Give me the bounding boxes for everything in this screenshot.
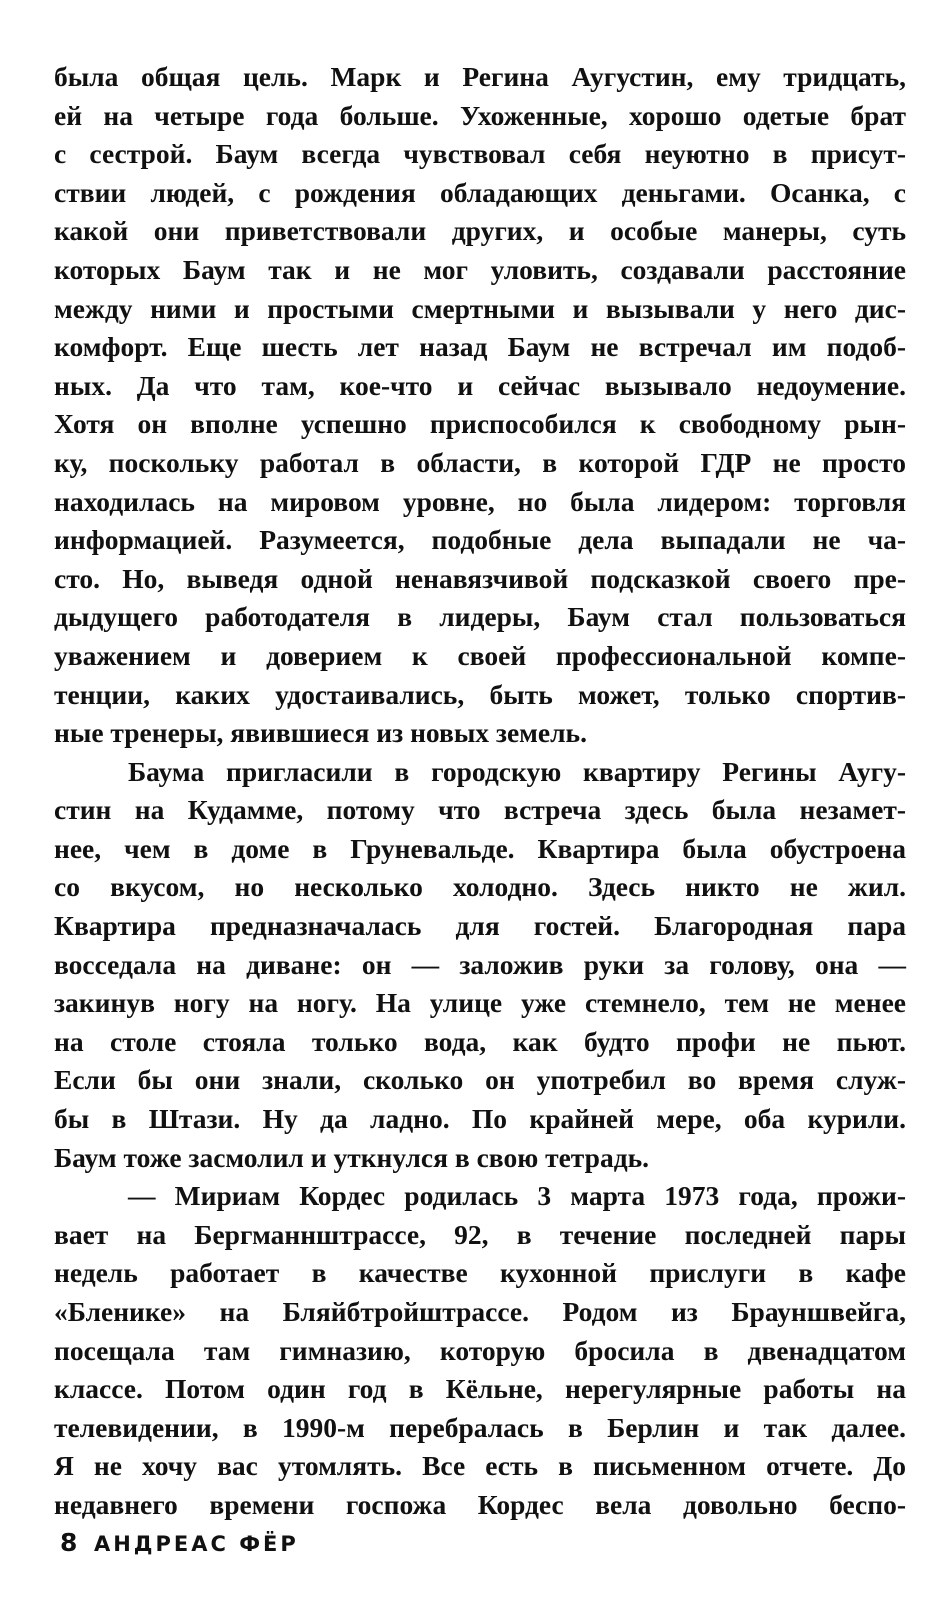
text-line: тенции, каких удостаивались, быть может, только спортив- — [54, 678, 906, 710]
text-line: ные тренеры, явившиеся из новых земель. — [54, 717, 587, 749]
text-line: нее, чем в доме в Груневальде. Квартира была обустроена — [54, 832, 906, 864]
text-line: недель работает в качестве кухонной прислуги в кафе — [54, 1257, 906, 1289]
text-line: восседала на диване: он — заложив руки за голову, она — — [54, 948, 906, 980]
text-line: уважением и доверием к своей профессиональной компе- — [54, 639, 906, 671]
text-line: телевидении, в 1990-м перебралась в Берлин и так далее. — [54, 1411, 906, 1443]
body-text — [54, 58, 906, 1525]
text-line: ей на четыре года больше. Ухоженные, хорошо одетые брат — [54, 99, 906, 131]
text-line: Если бы они знали, сколько он употребил во время служ- — [54, 1064, 906, 1096]
text-line: бы в Штази. Ну да ладно. По крайней мере, оба курили. — [54, 1103, 906, 1135]
text-line: находилась на мировом уровне, но была лидером: торговля — [54, 485, 906, 517]
text-line: ствии людей, с рождения обладающих деньгами. Осанка, с — [54, 176, 906, 208]
text-line: ных. Да что там, кое-что и сейчас вызывало недоумение. — [54, 369, 906, 401]
text-line: дыдущего работодателя в лидеры, Баум стал пользоваться — [54, 601, 906, 633]
text-line: закинув ногу на ногу. На улице уже стемнело, тем не менее — [54, 987, 906, 1019]
text-line: классе. Потом один год в Кёльне, нерегулярные работы на — [54, 1373, 906, 1405]
page-number: 8 — [60, 1528, 79, 1557]
text-line: между ними и простыми смертными и вызывали у него дис- — [54, 292, 906, 324]
text-line: Квартира предназначалась для гостей. Благородная пара — [54, 910, 906, 942]
text-line: какой они приветствовали других, и особые манеры, суть — [54, 215, 906, 247]
text-line: которых Баум так и не мог уловить, создавали расстояние — [54, 253, 906, 285]
text-line: Баума пригласили в городскую квартиру Регины Аугу- — [128, 755, 906, 787]
text-line: ку, поскольку работал в области, в которой ГДР не просто — [54, 446, 906, 478]
text-line: Я не хочу вас утомлять. Все есть в письменном отчете. До — [54, 1450, 906, 1482]
text-line: на столе стояла только вода, как будто профи не пьют. — [54, 1025, 906, 1057]
text-line: со вкусом, но несколько холодно. Здесь никто не жил. — [54, 871, 906, 903]
text-line: комфорт. Еще шесть лет назад Баум не встречал им подоб- — [54, 331, 906, 363]
text-line: Хотя он вполне успешно приспособился к свободному рын- — [54, 408, 906, 440]
text-line: сто. Но, выведя одной ненавязчивой подсказкой своего пре- — [54, 562, 906, 594]
text-line: вает на Бергманнштрассе, 92, в течение последней пары — [54, 1218, 906, 1250]
text-line: с сестрой. Баум всегда чувствовал себя неуютно в присут- — [54, 138, 906, 170]
text-line: Баум тоже засмолил и уткнулся в свою тетрадь. — [54, 1141, 650, 1173]
text-line: «Бленике» на Бляйбтройштрассе. Родом из Брауншвейга, — [54, 1296, 906, 1327]
text-line: недавнего времени госпожа Кордес вела довольно беспо- — [54, 1488, 906, 1520]
running-footer — [60, 1528, 299, 1557]
text-line: стин на Кудамме, потому что встреча здесь была незамет- — [54, 794, 906, 826]
text-line: информацией. Разумеется, подобные дела выпадали не ча- — [54, 524, 906, 556]
text-line: посещала там гимназию, которую бросила в двенадцатом — [54, 1334, 906, 1366]
text-line: была общая цель. Марк и Регина Аугустин, ему тридцать, — [54, 61, 906, 92]
running-author: АНДРЕАС ФЁР — [93, 1532, 299, 1556]
text-line: — Мириам Кордес родилась 3 марта 1973 года, прожи- — [128, 1180, 906, 1212]
